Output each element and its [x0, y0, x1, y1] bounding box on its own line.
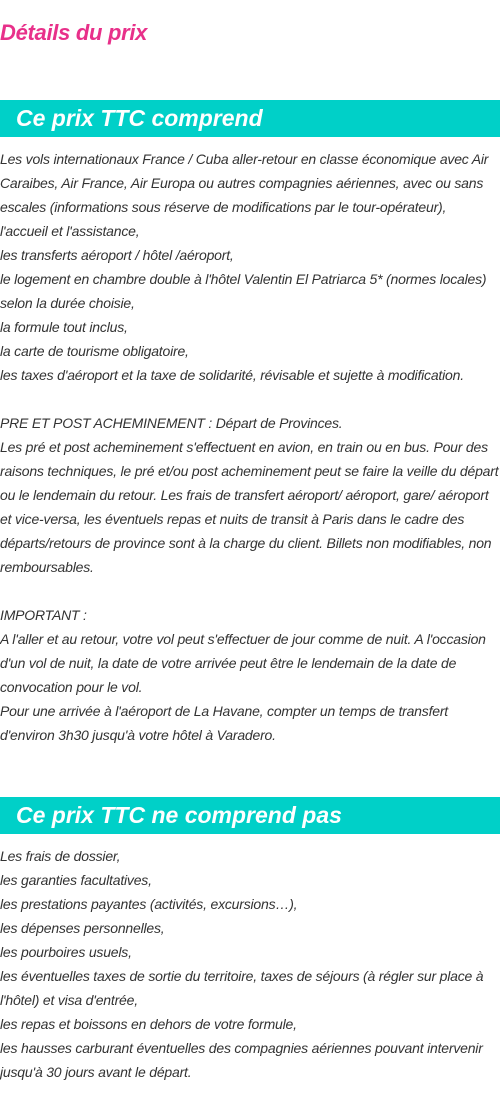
- excluded-heading: Ce prix TTC ne comprend pas: [0, 797, 500, 834]
- excluded-item: les hausses carburant éventuelles des compagnies aériennes pouvant intervenir jusqu'à 30 jours avant le départ.: [0, 1040, 483, 1080]
- excluded-item: les garanties facultatives,: [0, 872, 152, 888]
- excluded-item: les repas et boissons en dehors de votre formule,: [0, 1016, 297, 1032]
- important-text: Pour une arrivée à l'aéroport de La Havane, compter un temps de transfert d'environ 3h30 jusqu'à votre hôtel à Varadero.: [0, 703, 448, 743]
- excluded-section: [0, 844, 500, 1084]
- excluded-item: les prestations payantes (activités, excursions…),: [0, 896, 298, 912]
- excluded-item: les éventuelles taxes de sortie du territoire, taxes de séjours (à régler sur place à l'hôtel) et visa d'entrée,: [0, 968, 484, 1008]
- excluded-item: Les frais de dossier,: [0, 848, 121, 864]
- included-item: le logement en chambre double à l'hôtel Valentin El Patriarca 5* (normes locales) selon la durée choisie,: [0, 271, 487, 311]
- included-item: l'accueil et l'assistance,: [0, 223, 140, 239]
- included-item: la carte de tourisme obligatoire,: [0, 343, 189, 359]
- pre-post-text: Les pré et post acheminement s'effectuent en avion, en train ou en bus. Pour des raisons techniques, le pré et/ou post acheminement peut se faire la veille du départ ou le lendemain du retour. Les frais de transfert aéroport/ aéroport, gare/ aéroport et vice-versa, les éventuels repas et nuits de transit à Paris dans le cadre des départs/retours de province sont à la charge du client. Billets non modifiables, non remboursables.: [0, 439, 499, 575]
- page-title: Détails du prix: [0, 20, 148, 45]
- included-heading: Ce prix TTC comprend: [0, 100, 500, 137]
- included-item: les transferts aéroport / hôtel /aéroport,: [0, 247, 234, 263]
- excluded-item: les pourboires usuels,: [0, 944, 132, 960]
- important-text: A l'aller et au retour, votre vol peut s'effectuer de jour comme de nuit. A l'occasion d'un vol de nuit, la date de votre arrivée peut être le lendemain de la date de convocation pour le vol.: [0, 631, 486, 695]
- important-title: IMPORTANT :: [0, 607, 87, 623]
- included-item: la formule tout inclus,: [0, 319, 128, 335]
- excluded-item: les dépenses personnelles,: [0, 920, 165, 936]
- included-item: les taxes d'aéroport et la taxe de solidarité, révisable et sujette à modification.: [0, 367, 464, 383]
- included-section: [0, 147, 500, 747]
- included-item: Les vols internationaux France / Cuba aller-retour en classe économique avec Air Caraibes, Air France, Air Europa ou autres compagnies aériennes, avec ou sans escales (informations sous réserve de modifications par le tour-opérateur),: [0, 151, 489, 215]
- pre-post-title: PRE ET POST ACHEMINEMENT : Départ de Provinces.: [0, 415, 343, 431]
